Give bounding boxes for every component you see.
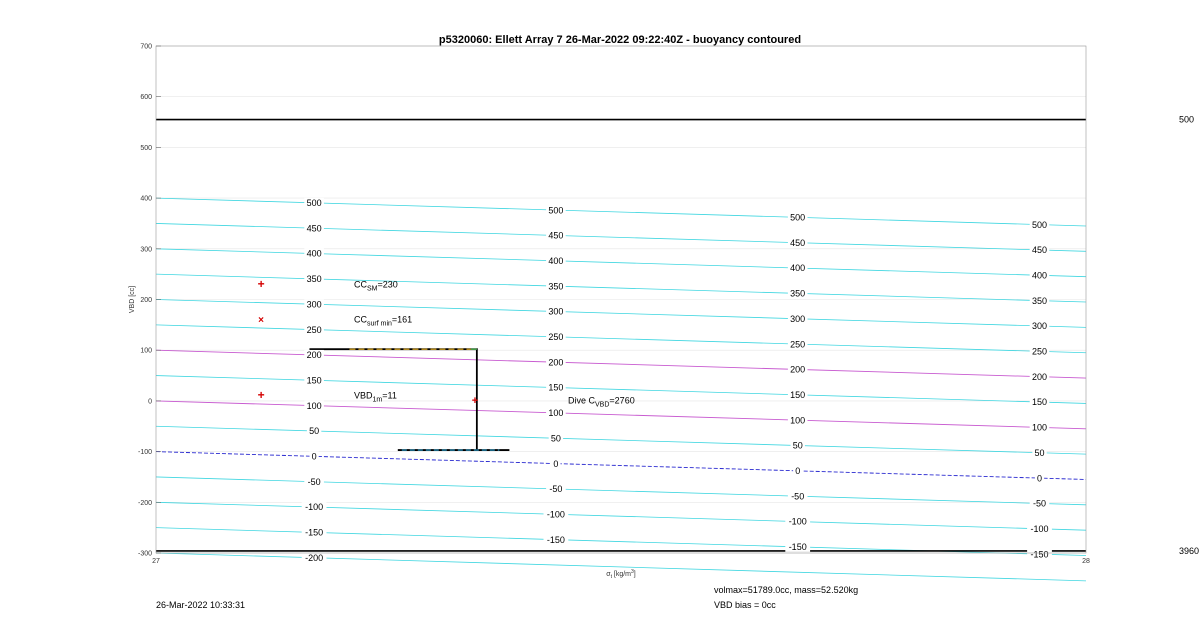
y-tick-label: 300 xyxy=(140,246,152,254)
contour-label: 300 xyxy=(548,306,564,317)
y-tick-label: -300 xyxy=(137,550,152,558)
contour-label: 350 xyxy=(790,288,806,299)
contour-label: 50 xyxy=(309,426,320,437)
y-tick-label: 700 xyxy=(140,43,152,51)
contour-label: -100 xyxy=(305,502,324,513)
contour-label: -200 xyxy=(305,552,324,563)
contour-label: -50 xyxy=(1032,498,1047,509)
contour-label: 50 xyxy=(1034,447,1045,458)
contour-label: 400 xyxy=(790,263,806,274)
contour-line xyxy=(156,249,1086,277)
contour-label: -150 xyxy=(305,527,324,538)
y-tick-label: 200 xyxy=(140,297,152,304)
contour-label: 100 xyxy=(306,400,322,411)
marker-label: $VBD_{1m}=11$ xyxy=(354,390,397,404)
contour-label: -100 xyxy=(546,509,565,520)
dive-trace-line xyxy=(306,349,509,450)
vbd-bias-text: VBD bias = 0cc xyxy=(714,600,776,610)
contour-label: 200 xyxy=(1031,371,1048,382)
contour-label: 500 xyxy=(790,212,806,223)
marker-symbol: + xyxy=(257,387,265,402)
marker-symbol: × xyxy=(258,314,265,326)
contour-label: 350 xyxy=(1031,295,1048,306)
contour-label: -150 xyxy=(1030,549,1049,560)
y-tick-label: 0 xyxy=(148,398,152,406)
contour-label: 500 xyxy=(306,198,322,209)
volmax-mass-text: volmax=51789.0cc, mass=52.520kg xyxy=(714,585,859,595)
x-tick-label: 27 xyxy=(152,558,160,565)
y-tick-label: 500 xyxy=(140,144,152,152)
contour-label: 500 xyxy=(1031,219,1048,230)
contour-label: 450 xyxy=(548,230,564,241)
contour-label: 250 xyxy=(1031,346,1048,357)
contour-label: 400 xyxy=(306,248,322,259)
contour-label: 150 xyxy=(1031,397,1048,408)
y-tick-label: 100 xyxy=(140,347,152,355)
contour-label: 300 xyxy=(306,299,322,310)
y-axis-label: VBD [cc] xyxy=(129,285,136,314)
contour-label: 450 xyxy=(790,237,806,248)
contour-label: 150 xyxy=(790,389,806,400)
contour-line xyxy=(156,300,1086,328)
marker-label: $CC_{SM}=230$ xyxy=(354,279,398,293)
contour-line xyxy=(156,477,1086,505)
dive-c-vbd-marker: + xyxy=(471,394,479,407)
contour-label: 100 xyxy=(790,415,806,426)
dive-c-vbd-label: Dive $C_{VBD}=2760$ xyxy=(568,395,635,409)
x-axis-label: $\sigma_t$ $[kg/m^3]$ xyxy=(606,569,636,580)
y-tick-label: 600 xyxy=(140,94,152,102)
timestamp-text: 26-Mar-2022 10:33:31 xyxy=(156,600,246,610)
dive-trace xyxy=(306,349,509,450)
contour-label: 450 xyxy=(306,223,322,234)
contour-label: 200 xyxy=(306,350,322,361)
contour-label: 350 xyxy=(548,281,564,292)
contour-label: 0 xyxy=(553,458,559,469)
contour-label: 0 xyxy=(795,466,801,477)
marker-symbol: + xyxy=(257,276,265,291)
limit-label: 3960 xyxy=(1179,545,1200,556)
contour-label: 200 xyxy=(790,364,806,375)
buoyancy-contours xyxy=(156,198,1086,581)
contour-line xyxy=(156,274,1086,302)
contour-label: 500 xyxy=(548,205,564,216)
contour-label: -150 xyxy=(788,542,807,553)
chart-title: p5320060: Ellett Array 7 26-Mar-2022 09:22:40Z - buoyancy contoured xyxy=(438,34,802,46)
contour-label: 400 xyxy=(548,255,564,266)
contour-label: -150 xyxy=(546,534,565,545)
contour-label: 150 xyxy=(548,382,564,393)
contour-line xyxy=(156,198,1086,226)
contour-label: 300 xyxy=(1031,321,1048,332)
marker-label: $CC_{surf min}=161$ xyxy=(354,314,413,328)
contour-label: 350 xyxy=(306,274,322,285)
contour-label: 0 xyxy=(1036,473,1043,484)
contour-label: 250 xyxy=(306,324,322,335)
y-tick-label: -200 xyxy=(137,499,152,507)
contour-line xyxy=(156,350,1086,378)
contour-label: 0 xyxy=(311,451,317,462)
contour-label: 100 xyxy=(1031,422,1048,433)
contour-line xyxy=(156,223,1086,251)
limit-lines xyxy=(156,115,1199,556)
contour-label: 150 xyxy=(306,375,322,386)
y-tick-label: -100 xyxy=(137,449,152,457)
contour-label: -50 xyxy=(791,491,805,502)
contour-label: 250 xyxy=(790,339,806,350)
limit-label: 500 xyxy=(1179,114,1195,125)
contour-label: -50 xyxy=(549,484,563,495)
contour-label: 300 xyxy=(790,313,806,324)
axes xyxy=(129,44,1090,581)
contour-line xyxy=(156,452,1086,480)
contour-label: -100 xyxy=(788,516,807,527)
contour-label: 400 xyxy=(1031,270,1048,281)
contour-label: -100 xyxy=(1030,523,1049,534)
contour-line xyxy=(156,502,1086,530)
markers xyxy=(258,277,635,409)
contour-label: 200 xyxy=(548,357,564,368)
contour-label: 250 xyxy=(548,332,564,343)
contour-labels xyxy=(302,198,1052,563)
contour-line xyxy=(156,426,1086,454)
contour-label: -50 xyxy=(307,476,321,487)
contour-label: 50 xyxy=(792,440,803,451)
contour-line xyxy=(156,325,1086,353)
contour-label: 450 xyxy=(1031,245,1048,256)
contour-label: 100 xyxy=(548,408,564,419)
y-tick-label: 400 xyxy=(140,195,152,203)
x-tick-label: 28 xyxy=(1082,558,1090,565)
grid-lines xyxy=(156,46,1086,553)
contour-label: 50 xyxy=(550,433,561,444)
